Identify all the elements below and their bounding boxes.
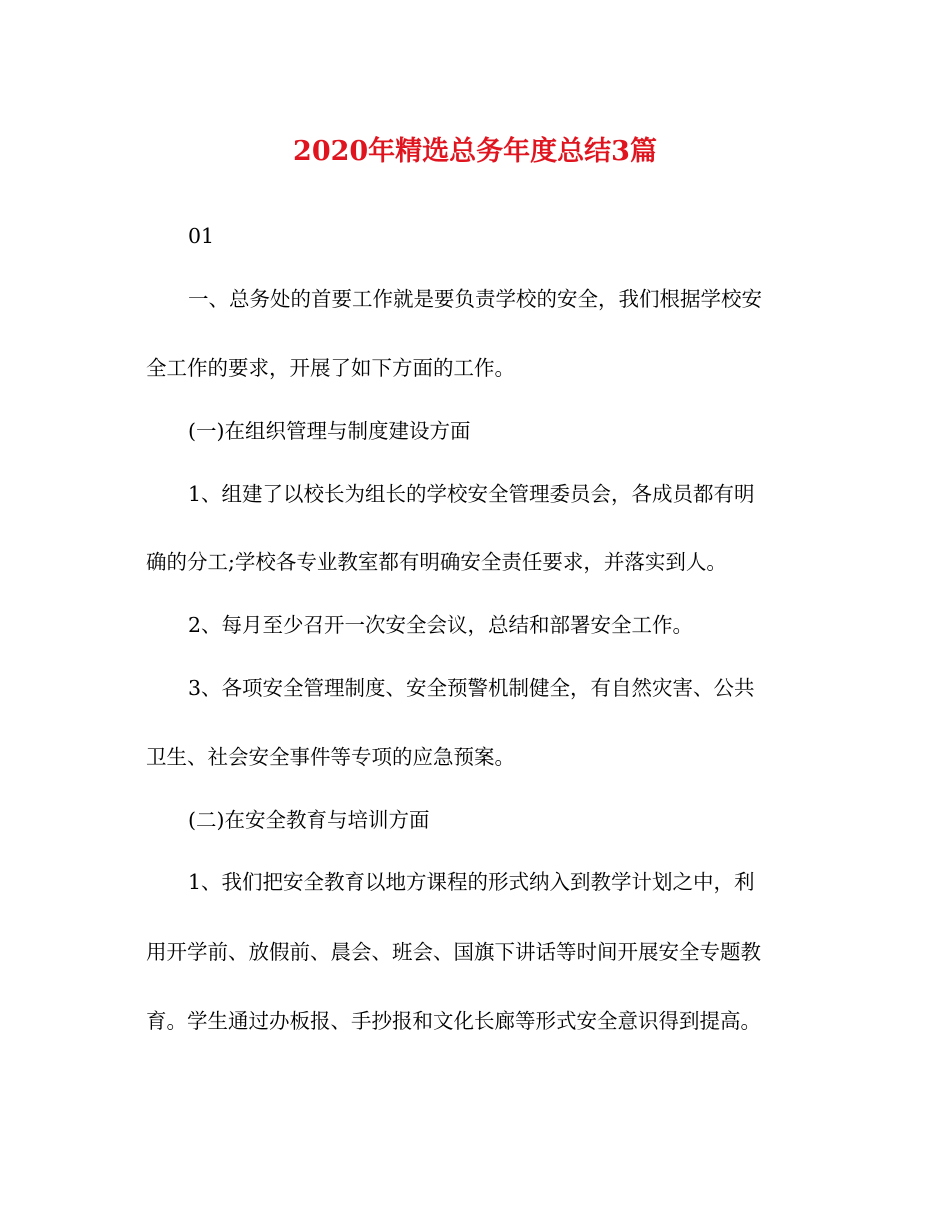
subheading: (二)在安全教育与培训方面 [188, 808, 430, 832]
paragraph-line: 育。学生通过办板报、手抄报和文化长廊等形式安全意识得到提高。 [146, 1009, 761, 1033]
section-number: 01 [188, 224, 215, 248]
document-title: 2020年精选总务年度总结3篇 [293, 136, 657, 167]
paragraph-line: 3、各项安全管理制度、安全预警机制健全，有自然灾害、公共 [188, 676, 755, 700]
paragraph-line: 2、每月至少召开一次安全会议，总结和部署安全工作。 [188, 613, 694, 637]
paragraph-line: 1、我们把安全教育以地方课程的形式纳入到教学计划之中，利 [188, 870, 755, 894]
paragraph-line: 用开学前、放假前、晨会、班会、国旗下讲话等时间开展安全专题教 [146, 940, 761, 964]
paragraph-line: 确的分工;学校各专业教室都有明确安全责任要求，并落实到人。 [146, 550, 727, 574]
subheading: (一)在组织管理与制度建设方面 [188, 419, 471, 443]
paragraph-line: 卫生、社会安全事件等专项的应急预案。 [146, 745, 515, 769]
paragraph-line: 一、总务处的首要工作就是要负责学校的安全，我们根据学校安 [188, 287, 762, 311]
paragraph-line: 全工作的要求，开展了如下方面的工作。 [146, 356, 515, 380]
paragraph-line: 1、组建了以校长为组长的学校安全管理委员会，各成员都有明 [188, 482, 755, 506]
